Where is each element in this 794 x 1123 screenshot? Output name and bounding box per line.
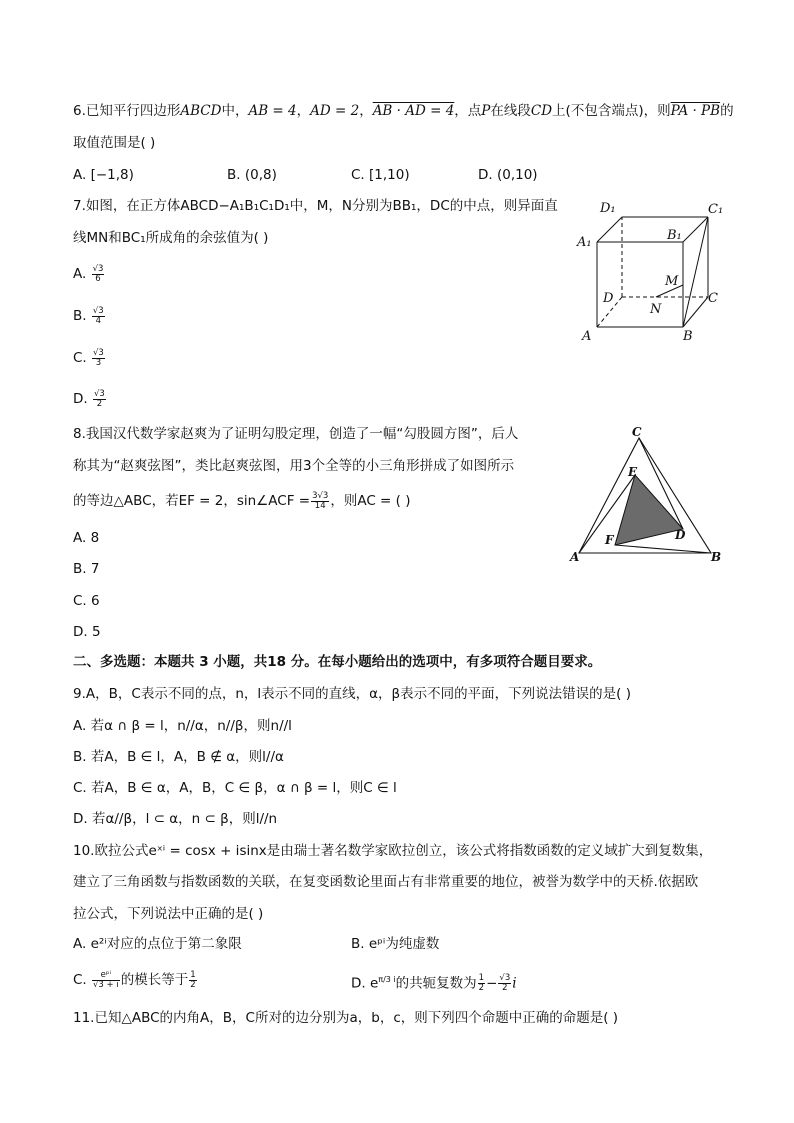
q10-option-c-den: √3 + i — [93, 979, 119, 990]
q9-line1 — [73, 684, 631, 704]
q6-text-b: 中， — [221, 103, 249, 119]
q8-line2: 称其为“赵爽弦图”，类比赵爽弦图，用3个全等的小三角形拼成了如图所示 — [73, 458, 515, 474]
q7-option-a-label: A. — [73, 266, 87, 282]
inner-triangle-shaded — [615, 475, 683, 545]
q10-line1 — [73, 841, 712, 861]
q6-option-d: D. (0,10) — [478, 167, 538, 183]
label-b1: B₁ — [667, 228, 682, 243]
q10-option-d-exponent: π/3 i — [378, 975, 396, 984]
q10-option-a: A. e²ⁱ对应的点位于第二象限 — [73, 936, 242, 952]
q10-option-d-frac1-den: 2 — [478, 983, 485, 993]
q10-option-d-label: D. e — [351, 975, 379, 992]
q9-line1-text: A，B，C表示不同的点，n，l表示不同的直线，α，β表示不同的平面，下列说法错误的是( ) — [85, 686, 631, 702]
q10-option-d-frac2 — [498, 974, 511, 993]
q10-option-c-label: C. — [73, 972, 87, 988]
q6-cond2: AD = 2 — [310, 103, 360, 119]
q9-option-a: A. 若α ∩ β = l，n//α，n//β，则n//l — [73, 718, 292, 734]
q8-number: 8. — [73, 426, 86, 442]
q6-sep2: ， — [359, 103, 373, 119]
q7-option-a-num: √3 — [92, 263, 104, 274]
q10-line2: 建立了三角函数与指数函数的关联，在复变函数论里面占有非常重要的地位，被誉为数学中的天桥.依据欧 — [73, 874, 699, 890]
q6-abcd: ABCD — [180, 103, 222, 119]
q6-number: 6. — [73, 103, 86, 119]
q8-sin-fraction — [311, 492, 329, 511]
q6-cd: CD — [530, 103, 553, 119]
q6-text-f: 的 — [720, 103, 734, 119]
edge-d1-a1 — [597, 217, 622, 242]
q6-option-b: B. (0,8) — [227, 167, 277, 183]
q7-option-c-den: 3 — [95, 357, 102, 368]
q6-option-a: A. [−1,8) — [73, 167, 134, 183]
q7-option-b — [73, 306, 106, 326]
q10-option-c-half-num: 1 — [190, 969, 196, 980]
q8-line1 — [73, 424, 518, 444]
label-d1: D₁ — [600, 201, 616, 216]
label-c: C — [632, 425, 642, 439]
q10-option-c-num: eᵖⁱ — [92, 971, 120, 981]
q11-number: 11. — [73, 1010, 95, 1026]
q6-point-p: P — [481, 103, 491, 119]
q8-option-a: A. 8 — [73, 530, 100, 546]
q8-sin-num: 3√3 — [312, 490, 329, 501]
q10-option-d-frac2-num: √3 — [499, 973, 511, 983]
segment-b-f — [615, 545, 711, 553]
q7-option-a-fraction — [92, 265, 105, 284]
q10-option-d-minus: − — [486, 975, 498, 992]
segment-b-c1 — [683, 217, 708, 327]
q10-option-d-frac2-den: 2 — [502, 983, 508, 993]
q9-option-c: C. 若A，B ∈ α，A，B，C ∈ β，α ∩ β = l，则C ∈ l — [73, 780, 397, 796]
label-a1: A₁ — [577, 235, 592, 250]
q6-line1 — [73, 101, 734, 121]
label-d: D — [603, 291, 614, 306]
q10-option-c-half-den: 2 — [190, 979, 196, 990]
q7-option-d-den: 2 — [96, 398, 103, 409]
q11-line1 — [73, 1008, 618, 1028]
q6-pa-pb: PA · PB — [670, 103, 721, 119]
label-m: M — [665, 274, 679, 289]
q10-option-d-text: 的共轭复数为 — [395, 975, 477, 992]
label-b: B — [683, 329, 693, 344]
q7-option-d-num: √3 — [93, 388, 105, 399]
label-b: B — [711, 550, 722, 564]
q8-option-d: D. 5 — [73, 624, 101, 640]
q9-option-b: B. 若A，B ∈ l，A，B ∉ α，则l//α — [73, 749, 284, 765]
q6-text-d: 在线段 — [490, 103, 531, 119]
label-a: A — [570, 550, 580, 564]
q7-option-b-num: √3 — [92, 305, 104, 316]
q8-line1-text: 我国汉代数学家赵爽为了证明勾股定理，创造了一幅“勾股圆方图”，后人 — [85, 426, 519, 442]
zhaoshuang-figure — [568, 425, 728, 570]
q8-option-b: B. 7 — [73, 561, 100, 577]
q8-sin-den: 14 — [314, 500, 326, 511]
q6-text-c: ，点 — [454, 103, 482, 119]
q7-option-b-label: B. — [73, 308, 87, 324]
q7-line2: 线MN和BC₁所成角的余弦值为( ) — [73, 230, 269, 246]
q10-option-d-frac1 — [478, 974, 485, 993]
q8-line3-b: ，则AC = ( ) — [330, 493, 411, 509]
q10-number: 10. — [73, 843, 95, 859]
q7-option-d-fraction — [93, 390, 106, 409]
q8-line3 — [73, 491, 410, 511]
q6-text-a: 已知平行四边形 — [85, 103, 181, 119]
q7-option-d-label: D. — [73, 391, 88, 407]
label-n: N — [650, 302, 662, 317]
q7-option-b-den: 4 — [95, 315, 101, 326]
q10-line3: 拉公式，下列说法中正确的是( ) — [73, 906, 264, 922]
label-f: F — [605, 533, 614, 547]
label-a: A — [582, 329, 592, 344]
q7-option-b-fraction — [92, 307, 105, 326]
q6-option-c: C. [1,10) — [351, 167, 410, 183]
q11-line1-text: 已知△ABC的内角A，B，C所对的边分别为a，b，c，则下列四个命题中正确的命题是( ) — [94, 1010, 619, 1026]
q10-option-d-i: i — [512, 975, 517, 992]
q8-line3-a: 的等边△ABC，若EF = 2，sin∠ACF = — [73, 493, 311, 509]
q7-option-c — [73, 348, 106, 368]
cube-figure — [570, 190, 730, 350]
q7-line1-text: 如图，在正方体ABCD−A₁B₁C₁D₁中，M，N分别为BB₁，DC的中点，则异面直 — [85, 198, 558, 214]
label-e: E — [628, 465, 638, 479]
section-multiple-choice: 二、多选题：本题共 3 小题，共18 分。在每小题给出的选项中，有多项符合题目要求。 — [73, 654, 602, 670]
label-c: C — [708, 291, 718, 306]
q6-dot-product: AB · AD = 4 — [372, 103, 455, 119]
q10-option-c-text: 的模长等于 — [120, 972, 189, 988]
q6-text-e: 上(不包含端点)，则 — [552, 103, 671, 119]
q10-option-d-frac1-num: 1 — [478, 973, 485, 983]
q7-option-c-fraction — [92, 349, 105, 368]
q7-option-c-num: √3 — [93, 347, 104, 358]
q8-option-c: C. 6 — [73, 593, 100, 609]
q10-option-d — [351, 970, 517, 994]
q7-number: 7. — [73, 198, 86, 214]
q6-cond1: AB = 4 — [248, 103, 297, 119]
edge-b1-c1 — [683, 217, 708, 242]
q6-line2: 取值范围是( ) — [73, 135, 156, 151]
label-c1: C₁ — [708, 202, 724, 217]
q6-sep1: ， — [296, 103, 311, 119]
q9-option-d: D. 若α//β，l ⊂ α，n ⊂ β，则l//n — [73, 811, 278, 827]
label-d: D — [675, 528, 686, 542]
q10-option-c — [73, 970, 198, 990]
q7-option-a — [73, 264, 105, 284]
q7-line1 — [73, 196, 558, 216]
q7-option-a-den: 6 — [95, 273, 101, 284]
q10-option-c-half — [189, 971, 196, 990]
q7-option-c-label: C. — [73, 350, 87, 366]
q9-number: 9. — [73, 686, 86, 702]
q10-option-c-fraction — [92, 971, 120, 990]
q10-line1-text: 欧拉公式eˣⁱ = cosx + isinx是由瑞士著名数学家欧拉创立，该公式将指数函数的定义域扩大到复数集， — [94, 843, 713, 859]
q10-option-b: B. eᵖⁱ为纯虚数 — [351, 936, 440, 952]
q7-option-d — [73, 389, 107, 409]
